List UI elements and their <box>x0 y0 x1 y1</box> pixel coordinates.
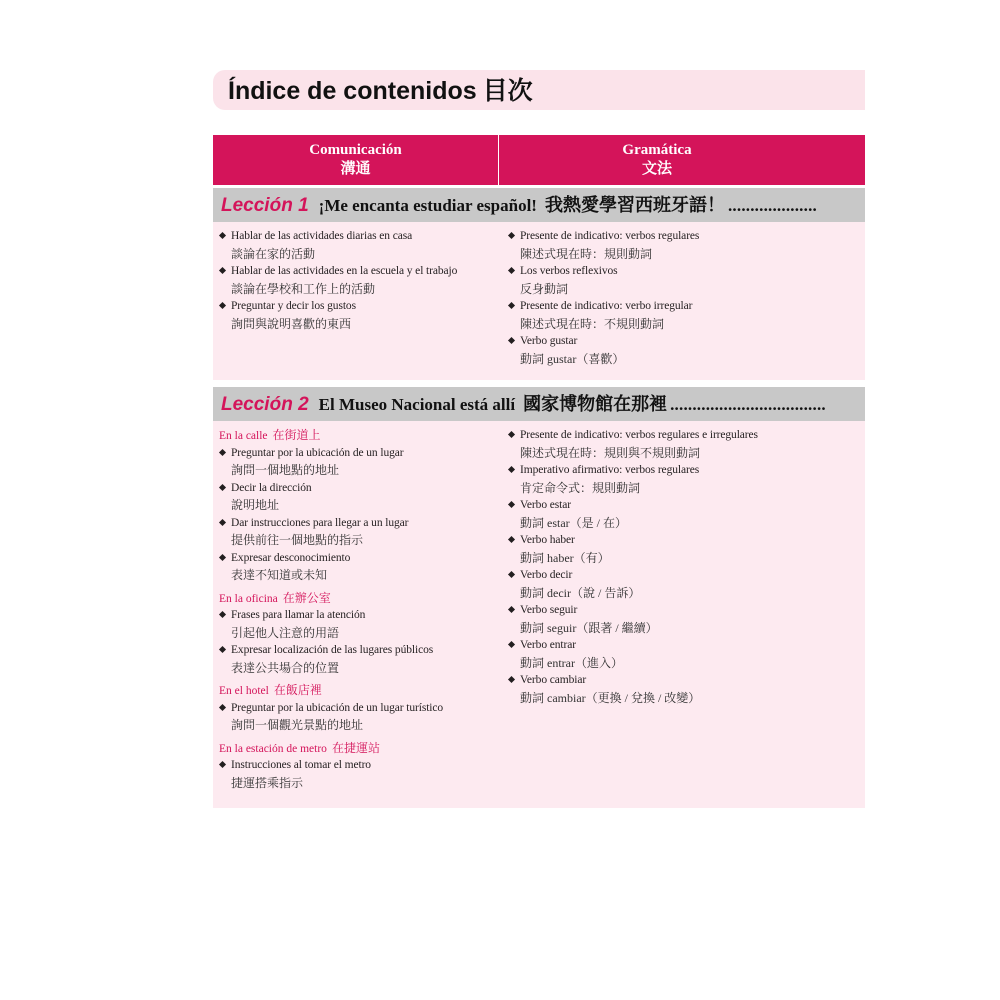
item-es-line <box>508 462 865 480</box>
item-zh-text: 動詞 entrar（進入） <box>520 655 623 670</box>
item-es-text: Verbo cambiar <box>520 674 587 686</box>
item-es-text: Verbo decir <box>520 569 573 581</box>
lesson-2-bar <box>213 387 865 421</box>
section-label <box>219 590 499 608</box>
lesson-2-comunicacion-column <box>213 427 499 792</box>
toc-title-bar <box>213 70 865 110</box>
diamond-bullet-icon <box>508 641 515 648</box>
item-es-line <box>508 298 865 316</box>
diamond-bullet-icon <box>508 466 515 473</box>
diamond-bullet-icon <box>508 571 515 578</box>
diamond-bullet-icon <box>219 448 226 455</box>
toc-item <box>508 497 865 532</box>
toc-item <box>508 427 865 462</box>
section-label-es: En la calle <box>219 430 268 442</box>
lesson-1-title-zh: 我熱愛學習西班牙語！ <box>544 195 725 215</box>
item-zh-text: 陳述式現在時：規則與不規則動詞 <box>520 445 701 460</box>
item-zh-text: 詢問一個觀光景點的地址 <box>231 718 364 732</box>
lesson-2-title-zh: 國家博物館在那裡 <box>523 394 668 414</box>
item-es-text: Preguntar por la ubicación de un lugar <box>231 446 404 459</box>
toc-item <box>219 480 499 515</box>
lesson-1-heading <box>221 188 817 222</box>
lesson-1-content <box>213 222 865 380</box>
page-title-es: Índice de contenidos <box>228 77 477 105</box>
item-zh-text: 動詞 decir（說 / 告訴） <box>520 585 641 600</box>
toc-item <box>508 637 865 672</box>
item-es-text: Preguntar por la ubicación de un lugar turístico <box>231 701 444 714</box>
item-es-text: Verbo seguir <box>520 604 578 616</box>
header-gramatica <box>499 135 815 185</box>
table-header <box>213 135 865 185</box>
lesson-1-title-es: ¡Me encanta estudiar español! <box>318 196 537 215</box>
item-zh-text: 動詞 haber（有） <box>520 550 610 565</box>
section-label-zh: 在辦公室 <box>282 590 331 605</box>
item-zh-text: 陳述式現在時：規則動詞 <box>520 246 653 261</box>
diamond-bullet-icon <box>508 606 515 613</box>
item-es-text: Dar instrucciones para llegar a un lugar <box>231 516 409 529</box>
item-zh-text: 陳述式現在時：不規則動詞 <box>520 316 665 331</box>
item-es-line <box>508 532 865 550</box>
toc-item <box>508 333 865 368</box>
item-es-line <box>508 427 865 445</box>
item-zh-text: 動詞 cambiar（更換 / 兌換 / 改變） <box>520 690 701 705</box>
item-es-line <box>508 602 865 620</box>
item-zh-text: 動詞 gustar（喜歡） <box>520 351 625 366</box>
item-es-line <box>219 515 499 533</box>
diamond-bullet-icon <box>508 501 515 508</box>
diamond-bullet-icon <box>508 267 515 274</box>
item-es-text: Verbo gustar <box>520 335 578 347</box>
section-label-zh: 在捷運站 <box>331 740 380 755</box>
header-comunicacion-zh: 溝通 <box>340 161 371 177</box>
toc-item <box>508 672 865 707</box>
toc-item <box>219 550 499 585</box>
item-es-text: Expresar desconocimiento <box>231 551 351 564</box>
item-es-line <box>508 497 865 515</box>
section-label-es: En el hotel <box>219 685 269 697</box>
diamond-bullet-icon <box>508 337 515 344</box>
toc-item <box>508 532 865 567</box>
item-es-text: Verbo haber <box>520 534 575 546</box>
lesson-1-gramatica-column <box>499 228 865 368</box>
toc-item <box>508 263 865 298</box>
toc-item <box>508 462 865 497</box>
diamond-bullet-icon <box>219 302 226 309</box>
section-label <box>219 740 499 758</box>
page-title-zh: 目次 <box>482 77 533 105</box>
header-comunicacion-es: Comunicación <box>309 142 402 158</box>
lesson-2-leader-dots: ................................... <box>670 395 826 414</box>
item-es-text: Instrucciones al tomar el metro <box>231 759 371 771</box>
lesson-2-heading <box>221 387 826 421</box>
section-label <box>219 427 499 445</box>
lesson-1-bar <box>213 188 865 222</box>
header-gramatica-zh: 文法 <box>641 161 672 177</box>
item-zh-text: 肯定命令式：規則動詞 <box>520 480 641 495</box>
lesson-2-gramatica-column <box>499 427 865 707</box>
lesson-2-content <box>213 421 865 808</box>
item-zh-text: 提供前往一個地點的指示 <box>231 533 364 547</box>
lesson-1-comunicacion-column <box>213 228 499 333</box>
item-zh-text: 談論在學校和工作上的活動 <box>231 281 376 296</box>
toc-item <box>219 263 499 298</box>
item-zh-text: 捷運搭乘指示 <box>231 775 304 790</box>
item-zh-text: 引起他人注意的用語 <box>231 625 340 640</box>
item-es-line <box>219 700 499 718</box>
toc-item <box>219 515 499 550</box>
item-es-line <box>508 567 865 585</box>
page-title <box>228 70 533 110</box>
item-zh-text: 動詞 seguir（跟著 / 繼續） <box>520 620 658 635</box>
toc-item <box>508 567 865 602</box>
item-es-text: Verbo entrar <box>520 639 576 651</box>
toc-item <box>219 700 499 735</box>
item-es-text: Hablar de las actividades diarias en casa <box>231 230 413 242</box>
item-zh-text: 說明地址 <box>231 498 280 512</box>
toc-item <box>508 298 865 333</box>
diamond-bullet-icon <box>219 611 226 618</box>
diamond-bullet-icon <box>508 431 515 438</box>
item-es-text: Hablar de las actividades en la escuela y el trabajo <box>231 265 458 277</box>
diamond-bullet-icon <box>508 536 515 543</box>
diamond-bullet-icon <box>219 518 226 525</box>
item-zh-text: 動詞 estar（是 / 在） <box>520 515 627 530</box>
toc-item <box>219 607 499 642</box>
lesson-1-leader-dots: .................... <box>727 196 817 215</box>
toc-item <box>219 228 499 263</box>
item-es-line <box>508 263 865 281</box>
diamond-bullet-icon <box>508 302 515 309</box>
item-es-line <box>219 757 499 775</box>
item-es-line <box>219 550 499 568</box>
toc-item <box>219 642 499 677</box>
item-es-text: Imperativo afirmativo: verbos regulares <box>520 464 700 476</box>
item-zh-text: 詢問與說明喜歡的東西 <box>231 316 352 331</box>
section-label-zh: 在飯店裡 <box>273 683 322 697</box>
diamond-bullet-icon <box>219 761 226 768</box>
toc-item <box>219 757 499 792</box>
lesson-2-label: Lección 2 <box>221 394 309 415</box>
toc-item <box>219 298 499 333</box>
item-es-text: Expresar localización de las lugares públicos <box>231 644 434 656</box>
item-es-line <box>219 607 499 625</box>
section-label-zh: 在街道上 <box>272 428 321 442</box>
toc-item <box>508 602 865 637</box>
diamond-bullet-icon <box>219 483 226 490</box>
diamond-bullet-icon <box>219 232 226 239</box>
item-es-text: Verbo estar <box>520 499 571 511</box>
diamond-bullet-icon <box>508 232 515 239</box>
diamond-bullet-icon <box>219 703 226 710</box>
header-gramatica-es: Gramática <box>622 142 692 158</box>
item-es-text: Preguntar y decir los gustos <box>231 300 356 312</box>
item-zh-text: 談論在家的活動 <box>231 246 316 261</box>
diamond-bullet-icon <box>508 676 515 683</box>
toc-item <box>219 445 499 480</box>
header-comunicacion <box>213 135 499 185</box>
item-es-line <box>219 642 499 660</box>
item-es-text: Presente de indicativo: verbos regulares e irregulares <box>520 429 758 441</box>
item-es-line <box>219 480 499 498</box>
item-es-line <box>508 672 865 690</box>
toc-item <box>508 228 865 263</box>
item-es-text: Presente de indicativo: verbos regulares <box>520 230 700 242</box>
item-es-line <box>508 637 865 655</box>
diamond-bullet-icon <box>219 267 226 274</box>
diamond-bullet-icon <box>219 553 226 560</box>
item-zh-text: 表達不知道或未知 <box>231 568 328 582</box>
item-es-line <box>508 333 865 351</box>
lesson-2-title-es: El Museo Nacional está allí <box>318 395 516 414</box>
item-es-text: Los verbos reflexivos <box>520 265 618 277</box>
lesson-1-label: Lección 1 <box>221 195 309 216</box>
item-es-text: Decir la dirección <box>231 481 312 494</box>
item-es-line <box>219 228 499 246</box>
section-label <box>219 682 499 700</box>
diamond-bullet-icon <box>219 646 226 653</box>
item-es-line <box>508 228 865 246</box>
item-es-line <box>219 298 499 316</box>
section-label-es: En la estación de metro <box>219 742 327 755</box>
item-zh-text: 反身動詞 <box>520 281 569 296</box>
item-es-line <box>219 445 499 463</box>
item-zh-text: 詢問一個地點的地址 <box>231 463 340 477</box>
section-label-es: En la oficina <box>219 592 278 605</box>
item-es-text: Frases para llamar la atención <box>231 609 366 621</box>
item-es-line <box>219 263 499 281</box>
item-es-text: Presente de indicativo: verbo irregular <box>520 300 693 312</box>
item-zh-text: 表達公共場合的位置 <box>231 660 340 675</box>
